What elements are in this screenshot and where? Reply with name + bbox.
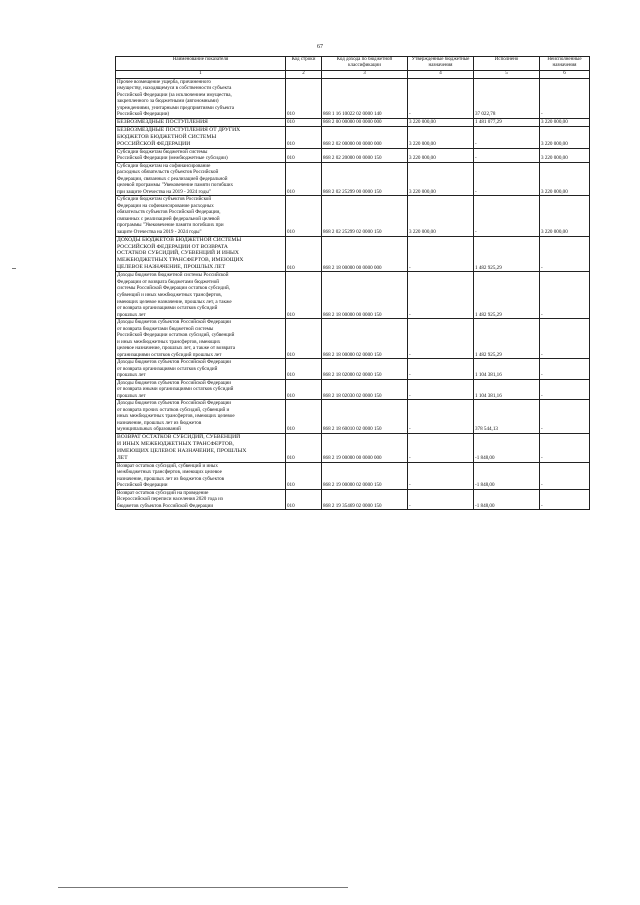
- table-row: [116, 400, 590, 434]
- column-number: 5: [474, 70, 540, 78]
- unexecuted-amount-cell: -: [540, 462, 590, 489]
- line-code-cell: 010: [286, 148, 322, 162]
- margin-mark: [12, 268, 16, 269]
- approved-amount-cell: -: [408, 359, 474, 380]
- table-row: [116, 118, 590, 126]
- approved-amount-cell: 3 220 000,00: [408, 126, 474, 148]
- executed-amount-cell: 1 104 381,16: [474, 379, 540, 400]
- executed-amount-cell: 378 544,13: [474, 400, 540, 434]
- indicator-name-cell: Доходы бюджетов субъектов Российской Федерации от возврата прочих остатков субсидий, субвенций и иных межбюджетных трансфертов, имеющих целевое назначение, прошлых лет из бюджетов муниципальных образований: [116, 400, 286, 434]
- approved-amount-cell: -: [408, 462, 474, 489]
- executed-amount-cell: -: [474, 196, 540, 236]
- unexecuted-amount-cell: -: [540, 319, 590, 359]
- column-number: 2: [286, 70, 322, 78]
- executed-amount-cell: 1 481 077,29: [474, 118, 540, 126]
- executed-amount-cell: -1 848,00: [474, 462, 540, 489]
- table-row: [116, 196, 590, 236]
- approved-amount-cell: -: [408, 489, 474, 510]
- unexecuted-amount-cell: -: [540, 272, 590, 319]
- classification-code-cell: 868 2 18 00000 02 0000 150: [322, 319, 408, 359]
- executed-amount-cell: -: [474, 126, 540, 148]
- table-row: [116, 236, 590, 272]
- executed-amount-cell: -1 848,00: [474, 489, 540, 510]
- classification-code-cell: 868 2 18 00000 00 0000 150: [322, 272, 408, 319]
- approved-amount-cell: -: [408, 379, 474, 400]
- header-row: [116, 57, 590, 71]
- table-row: [116, 462, 590, 489]
- page-number: 67: [317, 44, 323, 50]
- table-row: [116, 148, 590, 162]
- line-code-cell: 010: [286, 379, 322, 400]
- line-code-cell: 010: [286, 126, 322, 148]
- approved-amount-cell: 3 220 000,00: [408, 196, 474, 236]
- line-code-cell: 010: [286, 272, 322, 319]
- executed-amount-cell: 1 482 925,29: [474, 236, 540, 272]
- indicator-name-cell: Прочее возмещение ущерба, причиненного имуществу, находящемуся в собственности субъекта Российской Федерации (за исключением имущества, закрепленного за бюджетными (автономными) учреждениями, унитарными предприятиями субъекта Российской Федерации): [116, 78, 286, 118]
- unexecuted-amount-cell: 3 220 000,00: [540, 196, 590, 236]
- budget-execution-table: [115, 56, 590, 510]
- line-code-cell: 010: [286, 359, 322, 380]
- column-header: Наименование показателя: [116, 57, 286, 71]
- indicator-name-cell: Доходы бюджетов субъектов Российской Федерации от возврата бюджетами бюджетной системы Российской Федерации остатков субсидий, субвенций и иных межбюджетных трансфертов, имеющих целевое назначение, прошлых лет, а также от возврата организациями остатков субсидий прошлых лет: [116, 319, 286, 359]
- unexecuted-amount-cell: -: [540, 400, 590, 434]
- indicator-name-cell: Субсидии бюджетам бюджетной системы Российской Федерации (межбюджетные субсидии): [116, 148, 286, 162]
- approved-amount-cell: 3 220 000,00: [408, 118, 474, 126]
- line-code-cell: 010: [286, 236, 322, 272]
- line-code-cell: 010: [286, 196, 322, 236]
- line-code-cell: 010: [286, 319, 322, 359]
- column-header: Исполнено: [474, 57, 540, 71]
- line-code-cell: 010: [286, 462, 322, 489]
- line-code-cell: 010: [286, 489, 322, 510]
- unexecuted-amount-cell: -: [540, 359, 590, 380]
- table-row: [116, 433, 590, 462]
- column-header: Код строки: [286, 57, 322, 71]
- indicator-name-cell: Субсидии бюджетам субъектов Российской Федерации на софинансирование расходных обязательств субъектов Российской Федерации, связанных с реализацией федеральной целевой программы "Увековечение памяти погибших при защите Отечества на 2019 - 2024 годы": [116, 196, 286, 236]
- classification-code-cell: 868 2 02 25299 02 0000 150: [322, 196, 408, 236]
- line-code-cell: 010: [286, 162, 322, 196]
- approved-amount-cell: -: [408, 433, 474, 462]
- indicator-name-cell: Возврат остатков субсидий, субвенций и иных межбюджетных трансфертов, имеющих целевое назначение, прошлых лет из бюджетов субъектов Российской Федерации: [116, 462, 286, 489]
- approved-amount-cell: -: [408, 236, 474, 272]
- line-code-cell: 010: [286, 400, 322, 434]
- executed-amount-cell: 1 482 925,29: [474, 319, 540, 359]
- line-code-cell: 010: [286, 118, 322, 126]
- approved-amount-cell: 3 220 000,00: [408, 148, 474, 162]
- unexecuted-amount-cell: 3 220 000,00: [540, 148, 590, 162]
- executed-amount-cell: -1 848,00: [474, 433, 540, 462]
- classification-code-cell: 868 2 18 02030 02 0000 150: [322, 379, 408, 400]
- approved-amount-cell: -: [408, 400, 474, 434]
- table-row: [116, 126, 590, 148]
- classification-code-cell: 868 2 18 00000 00 0000 000: [322, 236, 408, 272]
- executed-amount-cell: 1 104 381,16: [474, 359, 540, 380]
- column-number: 3: [322, 70, 408, 78]
- approved-amount-cell: -: [408, 272, 474, 319]
- classification-code-cell: 868 2 18 60010 02 0000 150: [322, 400, 408, 434]
- unexecuted-amount-cell: -: [540, 433, 590, 462]
- executed-amount-cell: 37 022,78: [474, 78, 540, 118]
- line-code-cell: 010: [286, 433, 322, 462]
- indicator-name-cell: БЕЗВОЗМЕЗДНЫЕ ПОСТУПЛЕНИЯ ОТ ДРУГИХ БЮДЖЕТОВ БЮДЖЕТНОЙ СИСТЕМЫ РОССИЙСКОЙ ФЕДЕРАЦИИ: [116, 126, 286, 148]
- indicator-name-cell: БЕЗВОЗМЕЗДНЫЕ ПОСТУПЛЕНИЯ: [116, 118, 286, 126]
- executed-amount-cell: -: [474, 148, 540, 162]
- unexecuted-amount-cell: 3 220 000,00: [540, 162, 590, 196]
- column-number-row: [116, 70, 590, 78]
- column-header: Код дохода по бюджетной классификации: [322, 57, 408, 71]
- indicator-name-cell: ДОХОДЫ БЮДЖЕТОВ БЮДЖЕТНОЙ СИСТЕМЫ РОССИЙСКОЙ ФЕДЕРАЦИИ ОТ ВОЗВРАТА ОСТАТКОВ СУБСИДИЙ, СУБВЕНЦИЙ И ИНЫХ МЕЖБЮДЖЕТНЫХ ТРАНСФЕРТОВ, ИМЕЮЩИХ ЦЕЛЕВОЕ НАЗНАЧЕНИЕ, ПРОШЛЫХ ЛЕТ: [116, 236, 286, 272]
- approved-amount-cell: -: [408, 78, 474, 118]
- table-row: [116, 78, 590, 118]
- indicator-name-cell: Доходы бюджетов субъектов Российской Федерации от возврата иными организациями остатков субсидий прошлых лет: [116, 379, 286, 400]
- unexecuted-amount-cell: -: [540, 489, 590, 510]
- column-number: 6: [540, 70, 590, 78]
- approved-amount-cell: -: [408, 319, 474, 359]
- indicator-name-cell: Субсидии бюджетам на софинансирование расходных обязательств субъектов Российской Федерации, связанных с реализацией федеральной целевой программы "Увековечение памяти погибших при защите Отечества на 2019 - 2024 годы": [116, 162, 286, 196]
- unexecuted-amount-cell: -: [540, 379, 590, 400]
- footer-rule: [58, 887, 348, 888]
- classification-code-cell: 868 2 19 00000 02 0000 150: [322, 462, 408, 489]
- classification-code-cell: 868 2 18 02000 02 0000 150: [322, 359, 408, 380]
- classification-code-cell: 868 2 19 35469 02 0000 150: [322, 489, 408, 510]
- indicator-name-cell: Возврат остатков субсидий на проведение Всероссийской переписи населения 2020 года из бюджетов субъектов Российской Федерации: [116, 489, 286, 510]
- indicator-name-cell: ВОЗВРАТ ОСТАТКОВ СУБСИДИЙ, СУБВЕНЦИЙ И ИНЫХ МЕЖБЮДЖЕТНЫХ ТРАНСФЕРТОВ, ИМЕЮЩИХ ЦЕЛЕВОЕ НАЗНАЧЕНИЕ, ПРОШЛЫХ ЛЕТ: [116, 433, 286, 462]
- table-row: [116, 319, 590, 359]
- unexecuted-amount-cell: 3 220 000,00: [540, 126, 590, 148]
- classification-code-cell: 868 1 16 10022 02 0000 140: [322, 78, 408, 118]
- table-row: [116, 162, 590, 196]
- unexecuted-amount-cell: -: [540, 78, 590, 118]
- unexecuted-amount-cell: -: [540, 236, 590, 272]
- table-row: [116, 489, 590, 510]
- indicator-name-cell: Доходы бюджетов бюджетной системы Российской Федерации от возврата бюджетами бюджетной системы Российской Федерации остатков субсидий, субвенций и иных межбюджетных трансфертов, имеющих целевое назначение, прошлых лет, а также от возврата организациями остатков субсидий прошлых лет: [116, 272, 286, 319]
- line-code-cell: 010: [286, 78, 322, 118]
- table-row: [116, 272, 590, 319]
- unexecuted-amount-cell: 3 220 000,00: [540, 118, 590, 126]
- column-header: Утвержденные бюджетные назначения: [408, 57, 474, 71]
- indicator-name-cell: Доходы бюджетов субъектов Российской Федерации от возврата организациями остатков субсидий прошлых лет: [116, 359, 286, 380]
- executed-amount-cell: 1 482 925,29: [474, 272, 540, 319]
- classification-code-cell: 868 2 00 00000 00 0000 000: [322, 118, 408, 126]
- column-header: Неисполненные назначения: [540, 57, 590, 71]
- column-number: 4: [408, 70, 474, 78]
- classification-code-cell: 868 2 02 00000 00 0000 000: [322, 126, 408, 148]
- classification-code-cell: 868 2 19 00000 00 0000 000: [322, 433, 408, 462]
- classification-code-cell: 868 2 02 25299 00 0000 150: [322, 162, 408, 196]
- classification-code-cell: 868 2 02 20000 00 0000 150: [322, 148, 408, 162]
- approved-amount-cell: 3 220 000,00: [408, 162, 474, 196]
- table-body: [116, 78, 590, 510]
- column-number: 1: [116, 70, 286, 78]
- table-row: [116, 379, 590, 400]
- table-row: [116, 359, 590, 380]
- executed-amount-cell: -: [474, 162, 540, 196]
